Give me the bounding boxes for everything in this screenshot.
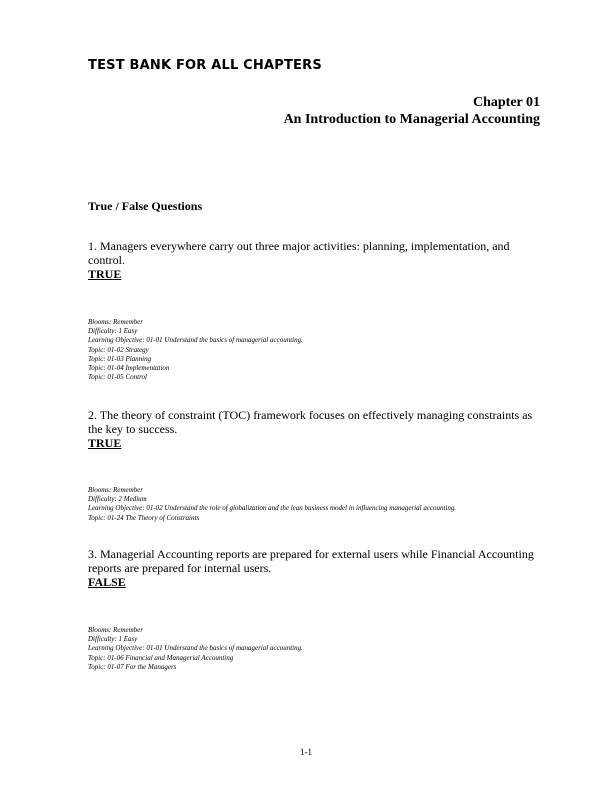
meta-difficulty: Difficulty: 1 Easy [88, 635, 138, 644]
question-text: 3. Managerial Accounting reports are prepared for external users while Financial Accounting reports are prepared for internal users. [88, 547, 534, 575]
meta-topic: Topic: 01-07 For the Managers [88, 662, 177, 671]
meta-blooms: Blooms: Remember [88, 626, 144, 634]
meta-topic: Topic: 01-03 Planning [88, 354, 152, 363]
meta-topic: Topic: 01-04 Implementation [88, 364, 170, 373]
meta-learning-objective: Learning Objective: 01-01 Understand the basics of managerial accounting. [88, 336, 303, 345]
meta-blooms: Blooms: Remember [88, 318, 144, 326]
question-3-metadata [88, 626, 548, 672]
question-1-metadata [88, 318, 548, 382]
page-number: 1-1 [300, 747, 312, 757]
meta-difficulty: Difficulty: 1 Easy [88, 327, 138, 336]
question-1 [88, 239, 543, 281]
chapter-title: An Introduction to Managerial Accounting [283, 112, 540, 127]
question-answer: TRUE [88, 267, 122, 281]
meta-learning-objective: Learning Objective: 01-02 Understand the role of globalization and the lean business model in influencing managerial accounting. [88, 504, 457, 513]
meta-difficulty: Difficulty: 2 Medium [88, 495, 147, 504]
question-answer: TRUE [88, 436, 122, 450]
meta-blooms: Blooms: Remember [88, 486, 144, 494]
meta-learning-objective: Learning Objective: 01-01 Understand the basics of managerial accounting. [88, 644, 303, 653]
question-answer: FALSE [88, 575, 126, 589]
question-text: 1. Managers everywhere carry out three major activities: planning, implementation, and control. [88, 239, 510, 267]
meta-topic: Topic: 01-02 Strategy [88, 345, 149, 354]
meta-topic: Topic: 01-06 Financial and Managerial Accounting [88, 653, 234, 662]
section-heading: True / False Questions [88, 199, 203, 213]
chapter-header [284, 94, 540, 128]
meta-topic: Topic: 01-24 The Theory of Constraints [88, 513, 200, 522]
question-3 [88, 547, 543, 589]
test-bank-banner: TEST BANK FOR ALL CHAPTERS [88, 58, 322, 73]
chapter-number: Chapter 01 [472, 95, 540, 110]
question-2 [88, 408, 543, 450]
question-text: 2. The theory of constraint (TOC) framework focuses on effectively managing constraints as the key to success. [88, 408, 533, 436]
meta-topic: Topic: 01-05 Control [88, 373, 147, 382]
question-2-metadata [88, 486, 548, 523]
